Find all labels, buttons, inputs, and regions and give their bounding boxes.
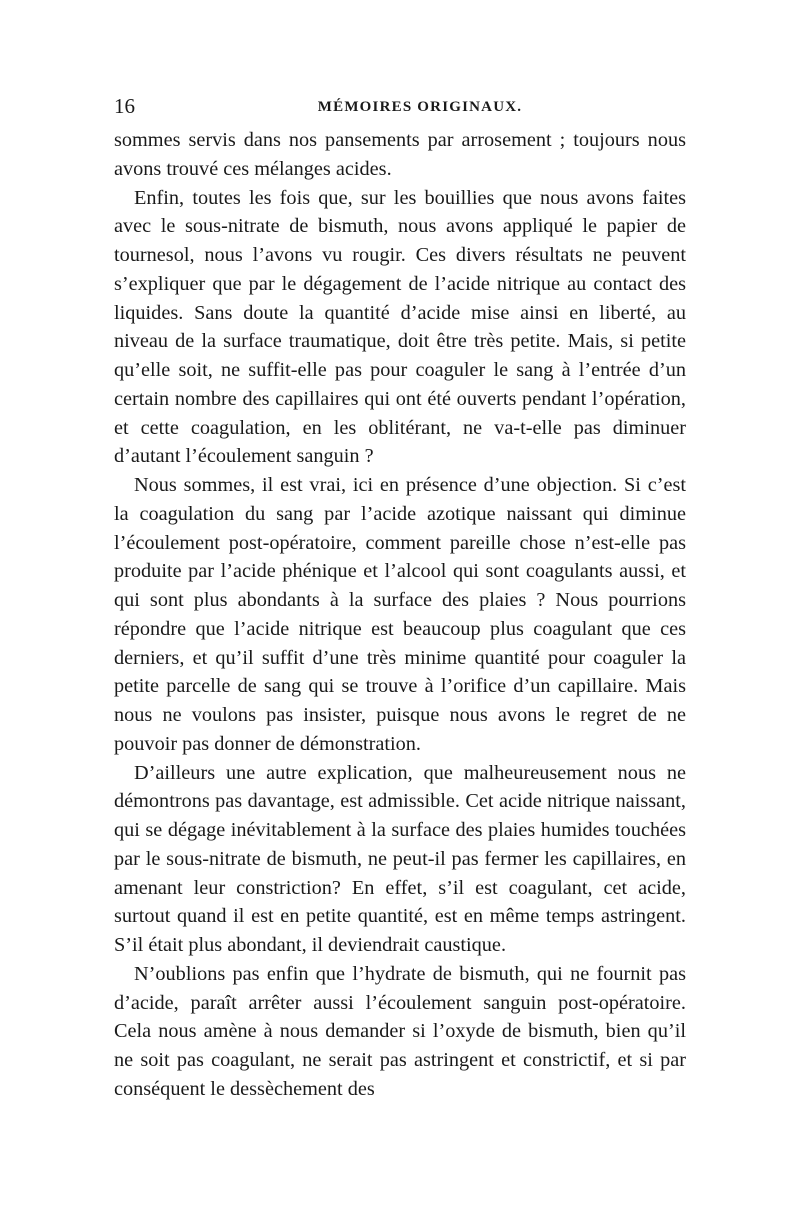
book-page	[114, 92, 686, 1104]
paragraph-5: N’oublions pas enfin que l’hydrate de bismuth, qui ne fournit pas d’acide, paraît arrêter aussi l’écoulement sanguin post-opératoire. Cela nous amène à nous demander si l’oxyde de bismuth, bien qu’il ne soit pas coagulant, ne serait pas astringent et constrictif, et si par conséquent le dessèchement des	[114, 962, 686, 1100]
running-title: MÉMOIRES ORIGINAUX.	[317, 99, 523, 115]
paragraph-1: sommes servis dans nos pansements par arrosement ; toujours nous avons trouvé ces mélanges acides.	[114, 129, 686, 180]
paragraph-2: Enfin, toutes les fois que, sur les bouillies que nous avons faites avec le sous-nitrate de bismuth, nous avons appliqué le papier de tournesol, nous l’avons vu rougir. Ces divers résultats ne peuvent s’expliquer que par le dégagement de l’acide nitrique au contact des liquides. Sans doute la quantité d’acide mise ainsi en liberté, au niveau de la surface traumatique, doit être très petite. Mais, si petite qu’elle soit, ne suffit-elle pas pour coaguler le sang à l’entrée d’un certain nombre des capillaires qui ont été ouverts pendant l’opération, et cette coagulation, en les oblitérant, ne va-t-elle pas diminuer d’autant l’écoulement sanguin ?	[114, 186, 686, 468]
page-header	[114, 92, 686, 126]
paragraph-4: D’ailleurs une autre explication, que malheureusement nous ne démontrons pas davantage, est admissible. Cet acide nitrique naissant, qui se dégage inévitablement à la surface des plaies humides touchées par le sous-nitrate de bismuth, ne peut-il pas fermer les capillaires, en amenant leur constriction? En effet, s’il est coagulant, cet acide, surtout quand il est en petite quantité, est en même temps astringent. S’il était plus abondant, il deviendrait caustique.	[114, 761, 686, 956]
page-number: 16	[114, 94, 135, 118]
paragraph-3: Nous sommes, il est vrai, ici en présence d’une objection. Si c’est la coagulation du sang par l’acide azotique naissant qui diminue l’écoulement post-opératoire, comment pareille chose n’est-elle pas produite par l’acide phénique et l’alcool qui sont coagulants aussi, et qui sont plus abondants à la surface des plaies ? Nous pourrions répondre que l’acide nitrique est beaucoup plus coagulant que ces derniers, et qu’il suffit d’une très minime quantité pour coaguler la petite parcelle de sang qui se trouve à l’orifice d’un capillaire. Mais nous ne voulons pas insister, puisque nous avons le regret de ne pouvoir pas donner de démonstration.	[114, 474, 686, 755]
body-text	[114, 126, 686, 1104]
